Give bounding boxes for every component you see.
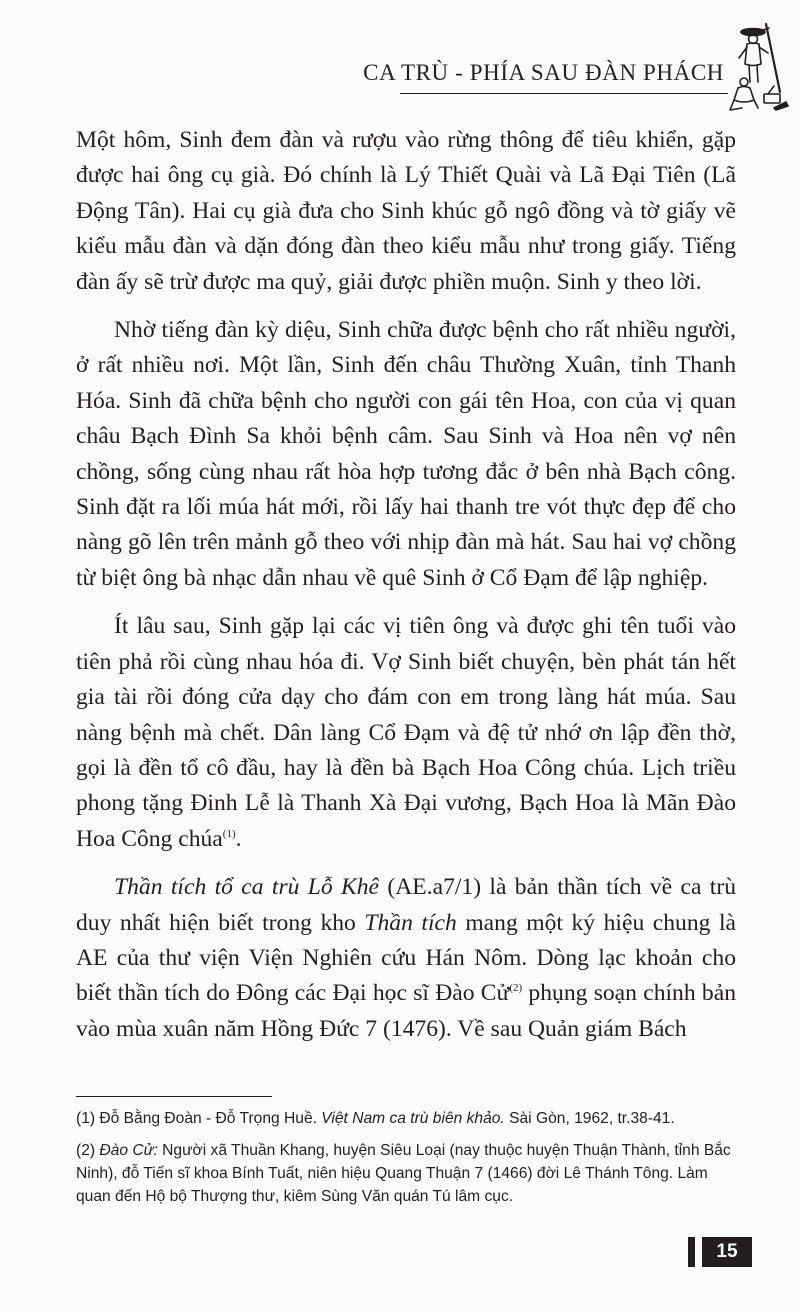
paragraph-3 (76, 609, 736, 857)
footnote-2-post: Người xã Thuần Khang, huyện Siêu Loại (nay thuộc huyện Thuận Thành, tỉnh Bắc Ninh), đỗ Tiến sĩ khoa Bính Tuất, niên hiệu Quang Thuận 7 (1466) đời Lê Thánh Tông. Làm quan đến Hộ bộ Thượng thư, kiêm Sùng Văn quán Tú lâm cục. (76, 1142, 731, 1205)
paragraph-3-text: Ít lâu sau, Sinh gặp lại các vị tiên ông và được ghi tên tuổi vào tiên phả rồi cùng nhau hóa đi. Vợ Sinh biết chuyện, bèn phát tán hết gia tài rồi đóng cửa dạy cho đám con em trong làng hát múa. Sau nàng bệnh mà chết. Dân làng Cổ Đạm và đệ tử nhớ ơn lập đền thờ, gọi là đền tổ cô đầu, hay là đền bà Bạch Hoa Công chúa. Lịch triều phong tặng Đinh Lễ là Thanh Xà Đại vương, Bạch Hoa là Mãn Đào Hoa Công chúa (76, 613, 736, 852)
paragraph-4-b: mang một ký hiệu chung là AE của thư viện Viện Nghiên cứu Hán Nôm. Dòng lạc khoản cho biết thần tích do Đông các Đại học sĩ Đào Cử (76, 909, 736, 1007)
paragraph-4-title: Thần tích tổ ca trù Lỗ Khê (114, 874, 380, 901)
footnote-2-pre: (2) (76, 1142, 100, 1159)
footnote-2 (76, 1139, 736, 1208)
page-number-bar (688, 1237, 695, 1267)
footnote-ref-2: (2) (509, 982, 523, 995)
paragraph-4-c: phụng soạn chính bản vào mùa xuân năm Hồng Đức 7 (1476). Về sau Quản giám Bách (76, 980, 736, 1042)
header-rule (400, 93, 728, 94)
paragraph-2: Nhờ tiếng đàn kỳ diệu, Sinh chữa được bệnh cho rất nhiều người, ở rất nhiều nơi. Một lần, Sinh đến châu Thường Xuân, tỉnh Thanh Hóa. Sinh đã chữa bệnh cho người con gái tên Hoa, con của vị quan châu Bạch Đình Sa khỏi bệnh câm. Sau Sinh và Hoa nên vợ nên chồng, sống cùng nhau rất hòa hợp tương đắc ở bên nhà Bạch công. Sinh đặt ra lối múa hát mới, rồi lấy hai thanh tre vót thực đẹp để cho nàng gõ lên trên mảnh gỗ theo với nhịp đàn mà hát. Sau hai vợ chồng từ biệt ông bà nhạc dẫn nhau về quê Sinh ở Cổ Đạm để lập nghiệp. (76, 317, 736, 591)
running-header-title: CA TRÙ - PHÍA SAU ĐÀN PHÁCH (363, 60, 724, 85)
running-header (363, 60, 728, 94)
paragraph-4-title2: Thần tích (364, 909, 457, 936)
ca-tru-musicians-illustration-icon (728, 20, 790, 112)
footnote-2-name: Đào Cử: (99, 1142, 158, 1159)
footnote-divider (76, 1096, 272, 1097)
footnotes (76, 1107, 736, 1217)
footnote-1-title: Việt Nam ca trù biên khảo. (321, 1110, 505, 1127)
paragraph-4-a: (AE.a7/1) là bản thần tích về ca trù duy nhất hiện biết trong kho (76, 874, 736, 936)
body-text (76, 123, 736, 1060)
paragraph-3-end: . (235, 825, 242, 852)
footnote-1-pre: (1) Đỗ Bằng Đoàn - Đỗ Trọng Huề. (76, 1110, 322, 1127)
footnote-ref-1: (1) (222, 827, 236, 840)
paragraph-1: Một hôm, Sinh đem đàn và rượu vào rừng thông để tiêu khiển, gặp được hai ông cụ già. Đó chính là Lý Thiết Quài và Lã Đại Tiên (Lã Động Tân). Hai cụ già đưa cho Sinh khúc gỗ ngô đồng và tờ giấy vẽ kiểu mẫu đàn và dặn đóng đàn theo kiểu mẫu như trong giấy. Tiếng đàn ấy sẽ trừ được ma quỷ, giải được phiền muộn. Sinh y theo lời. (76, 127, 736, 295)
footnote-1 (76, 1107, 736, 1130)
footnote-1-post: Sài Gòn, 1962, tr.38-41. (504, 1110, 675, 1127)
paragraph-4 (76, 870, 736, 1047)
page-number: 15 (702, 1237, 752, 1267)
